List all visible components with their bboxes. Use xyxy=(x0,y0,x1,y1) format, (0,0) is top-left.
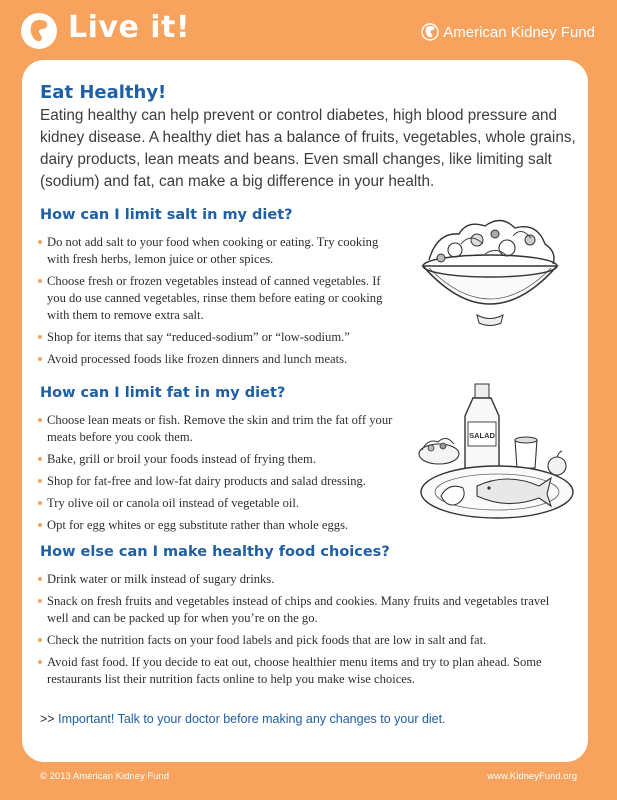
list-item: Drink water or milk instead of sugary drinks. xyxy=(36,571,556,588)
healthy-meal-illustration xyxy=(417,382,577,522)
important-note xyxy=(40,712,446,726)
list-item: Check the nutrition facts on your food labels and pick foods that are low in salt and fat. xyxy=(36,632,556,649)
list-item: Opt for egg whites or egg substitute rather than whole eggs. xyxy=(36,517,398,534)
healthy-choices-list xyxy=(36,571,556,693)
list-item: Avoid fast food. If you decide to eat out, choose healthier menu items and try to plan ahead. Some restaurants list their nutrition facts online to help you make wise choices. xyxy=(36,654,556,688)
brand-title: Live it! xyxy=(68,10,191,45)
list-item: Choose fresh or frozen vegetables instead of canned vegetables. If you do use canned vegetables, rinse them before eating or cooking with them to remove extra salt. xyxy=(36,273,398,324)
footer-copyright: © 2013 American Kidney Fund xyxy=(40,771,169,782)
fat-tips-list xyxy=(36,412,398,539)
akf-logo-icon xyxy=(421,23,439,41)
list-item: Try olive oil or canola oil instead of vegetable oil. xyxy=(36,495,398,512)
important-text: Important! Talk to your doctor before making any changes to your diet. xyxy=(58,712,446,726)
section-heading-salt: How can I limit salt in my diet? xyxy=(40,207,293,223)
list-item: Shop for fat-free and low-fat dairy products and salad dressing. xyxy=(36,473,398,490)
akf-logo xyxy=(421,23,595,41)
list-item: Bake, grill or broil your foods instead of frying them. xyxy=(36,451,398,468)
important-prefix: >> xyxy=(40,712,55,726)
section-heading-healthy-choices: How else can I make healthy food choices? xyxy=(40,544,390,560)
org-name: American Kidney Fund xyxy=(443,23,595,41)
page-title: Eat Healthy! xyxy=(40,82,167,103)
header xyxy=(0,0,617,60)
kidney-icon xyxy=(21,13,57,49)
list-item: Shop for items that say “reduced-sodium” or “low-sodium.” xyxy=(36,329,398,346)
intro-paragraph: Eating healthy can help prevent or control diabetes, high blood pressure and kidney disease. A healthy diet has a balance of fruits, vegetables, whole grains, dairy products, lean meats and beans. Even small changes, like limiting salt (sodium) and fat, can make a big difference in your health. xyxy=(40,107,576,190)
salt-tips-list xyxy=(36,234,398,373)
salad-bottle-label: SALAD xyxy=(469,431,495,440)
content-card xyxy=(22,60,588,762)
list-item: Avoid processed foods like frozen dinners and lunch meats. xyxy=(36,351,398,368)
list-item: Choose lean meats or fish. Remove the skin and trim the fat off your meats before you cook them. xyxy=(36,412,398,446)
salad-bowl-illustration xyxy=(415,210,565,330)
list-item: Snack on fresh fruits and vegetables instead of chips and cookies. Many fruits and vegetables travel well and can be packed up for when you’re on the go. xyxy=(36,593,556,627)
list-item: Do not add salt to your food when cooking or eating. Try cooking with fresh herbs, lemon juice or other spices. xyxy=(36,234,398,268)
section-heading-fat: How can I limit fat in my diet? xyxy=(40,385,286,401)
footer-url[interactable]: www.KidneyFund.org xyxy=(487,771,577,782)
